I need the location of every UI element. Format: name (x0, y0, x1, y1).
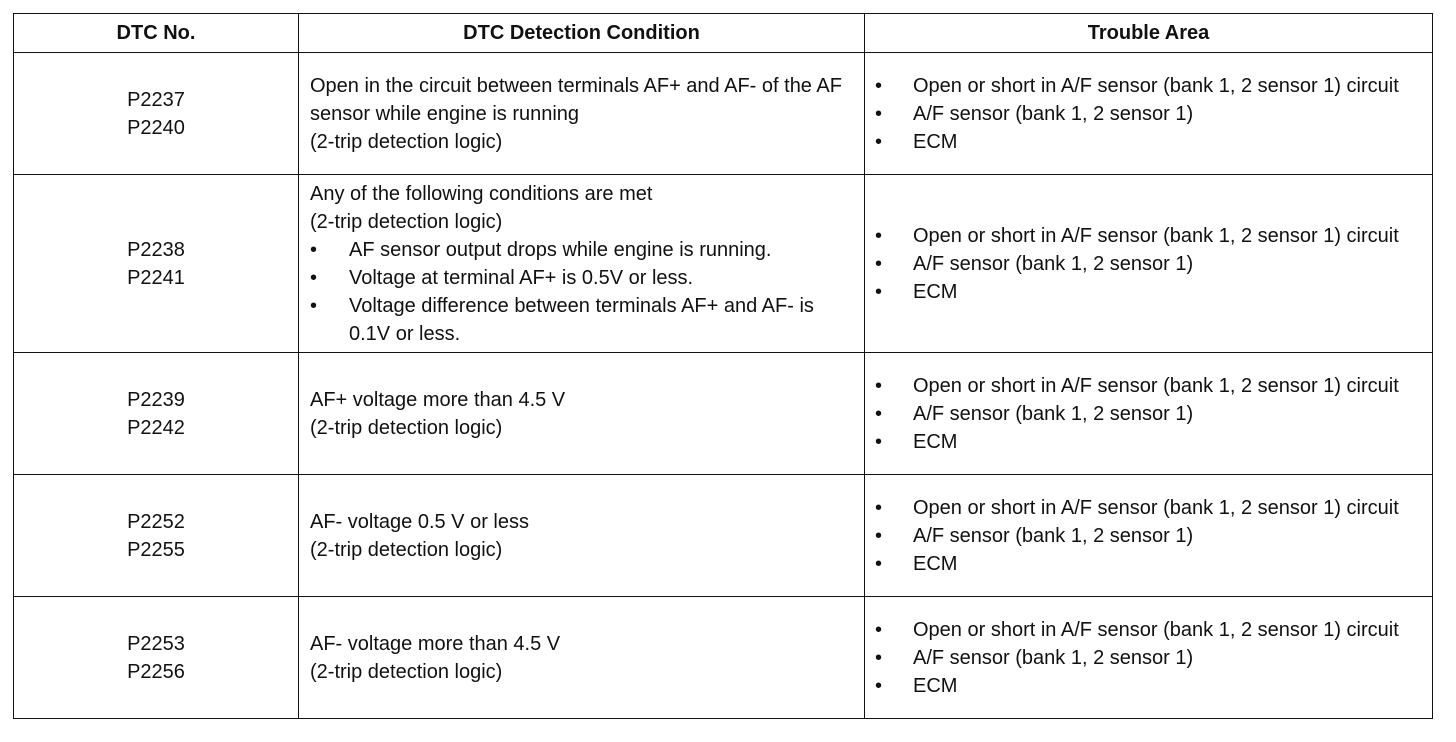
detection-condition-cell (299, 175, 865, 353)
table-row (14, 353, 1433, 475)
bullet-icon: • (875, 430, 883, 453)
trouble-area-text: A/F sensor (bank 1, 2 sensor 1) (913, 252, 1194, 275)
bullet-icon: • (875, 618, 883, 641)
bullet-icon: • (875, 102, 883, 125)
condition-bullet-text: Voltage difference between terminals AF+ and AF- is 0.1V or less. (349, 294, 814, 345)
bullet-icon: • (875, 674, 883, 697)
dtc-code-cell (14, 475, 299, 597)
dtc-code-cell (14, 597, 299, 719)
trouble-area-item (875, 128, 1422, 156)
bullet-icon: • (310, 294, 318, 317)
bullet-icon: • (875, 402, 883, 425)
table-row (14, 175, 1433, 353)
trouble-area-text: ECM (913, 674, 958, 697)
trouble-area-text: ECM (913, 552, 958, 575)
detection-condition-cell (299, 353, 865, 475)
trouble-area-text: Open or short in A/F sensor (bank 1, 2 sensor 1) circuit (913, 74, 1399, 97)
bullet-icon: • (875, 280, 883, 303)
trouble-area-item (875, 400, 1422, 428)
trouble-area-text: ECM (913, 430, 958, 453)
detection-condition-cell (299, 597, 865, 719)
detection-condition-cell (299, 53, 865, 175)
dtc-code: P2238 (127, 238, 185, 261)
condition-text: (2-trip detection logic) (310, 538, 503, 561)
condition-text: (2-trip detection logic) (310, 416, 503, 439)
condition-bullet-item (310, 264, 852, 292)
dtc-table (13, 13, 1433, 719)
trouble-area-cell (865, 353, 1433, 475)
trouble-area-cell (865, 475, 1433, 597)
trouble-area-text: Open or short in A/F sensor (bank 1, 2 sensor 1) circuit (913, 618, 1399, 641)
condition-text: AF+ voltage more than 4.5 V (310, 388, 566, 411)
bullet-icon: • (875, 130, 883, 153)
condition-text: (2-trip detection logic) (310, 210, 503, 233)
bullet-icon: • (875, 224, 883, 247)
condition-text: (2-trip detection logic) (310, 130, 503, 153)
dtc-code: P2253 (127, 632, 185, 655)
trouble-area-cell (865, 175, 1433, 353)
bullet-icon: • (875, 496, 883, 519)
trouble-area-text: Open or short in A/F sensor (bank 1, 2 sensor 1) circuit (913, 374, 1399, 397)
bullet-icon: • (875, 646, 883, 669)
header-detection-condition: DTC Detection Condition (299, 14, 865, 53)
bullet-icon: • (310, 238, 318, 261)
dtc-code: P2255 (127, 538, 185, 561)
trouble-area-text: A/F sensor (bank 1, 2 sensor 1) (913, 646, 1194, 669)
condition-bullet-text: AF sensor output drops while engine is running. (349, 238, 772, 261)
condition-bullet-item (310, 292, 852, 348)
dtc-code: P2242 (127, 416, 185, 439)
table-row (14, 597, 1433, 719)
trouble-area-item (875, 522, 1422, 550)
detection-condition-cell (299, 475, 865, 597)
trouble-area-text: Open or short in A/F sensor (bank 1, 2 sensor 1) circuit (913, 496, 1399, 519)
trouble-area-item (875, 278, 1422, 306)
trouble-area-item (875, 428, 1422, 456)
trouble-area-item (875, 372, 1422, 400)
trouble-area-item (875, 100, 1422, 128)
dtc-code: P2237 (127, 88, 185, 111)
header-trouble-area: Trouble Area (865, 14, 1433, 53)
trouble-area-text: A/F sensor (bank 1, 2 sensor 1) (913, 102, 1194, 125)
dtc-code-cell (14, 53, 299, 175)
table-row (14, 475, 1433, 597)
bullet-icon: • (875, 524, 883, 547)
condition-text: Any of the following conditions are met (310, 182, 653, 205)
dtc-code: P2239 (127, 388, 185, 411)
bullet-icon: • (875, 252, 883, 275)
dtc-code: P2240 (127, 116, 185, 139)
condition-bullet-item (310, 236, 852, 264)
trouble-area-text: Open or short in A/F sensor (bank 1, 2 sensor 1) circuit (913, 224, 1399, 247)
trouble-area-cell (865, 597, 1433, 719)
bullet-icon: • (875, 552, 883, 575)
table-row (14, 53, 1433, 175)
header-row (14, 14, 1433, 53)
dtc-code: P2241 (127, 266, 185, 289)
dtc-code: P2252 (127, 510, 185, 533)
bullet-icon: • (875, 374, 883, 397)
header-dtc-no: DTC No. (14, 14, 299, 53)
trouble-area-text: A/F sensor (bank 1, 2 sensor 1) (913, 402, 1194, 425)
bullet-icon: • (875, 74, 883, 97)
condition-text: Open in the circuit between terminals AF+ and AF- of the AF sensor while engine is running (310, 74, 842, 125)
condition-text: AF- voltage more than 4.5 V (310, 632, 561, 655)
trouble-area-item (875, 222, 1422, 250)
condition-text: (2-trip detection logic) (310, 660, 503, 683)
table-body (14, 53, 1433, 719)
dtc-code-cell (14, 353, 299, 475)
trouble-area-item (875, 494, 1422, 522)
bullet-icon: • (310, 266, 318, 289)
trouble-area-cell (865, 53, 1433, 175)
condition-text: AF- voltage 0.5 V or less (310, 510, 529, 533)
condition-bullet-text: Voltage at terminal AF+ is 0.5V or less. (349, 266, 694, 289)
trouble-area-text: ECM (913, 280, 958, 303)
dtc-code-cell (14, 175, 299, 353)
trouble-area-item (875, 672, 1422, 700)
trouble-area-item (875, 72, 1422, 100)
trouble-area-text: ECM (913, 130, 958, 153)
dtc-code: P2256 (127, 660, 185, 683)
trouble-area-item (875, 550, 1422, 578)
trouble-area-item (875, 250, 1422, 278)
trouble-area-item (875, 616, 1422, 644)
trouble-area-text: A/F sensor (bank 1, 2 sensor 1) (913, 524, 1194, 547)
trouble-area-item (875, 644, 1422, 672)
